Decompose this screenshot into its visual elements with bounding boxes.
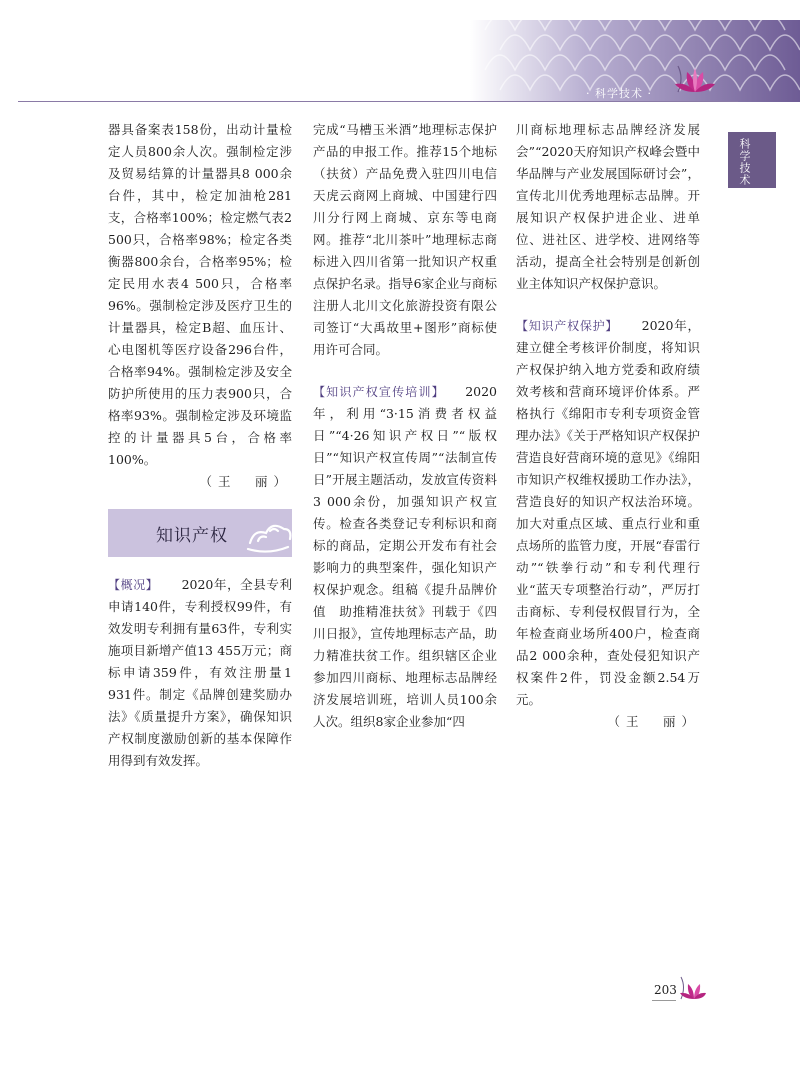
paragraph-text: 2020年，全县专利申请140件，专利授权99件，有效发明专利拥有量63件，专利实施项目新增产值13 455万元；商标申请359件，有效注册量1 931件。制定《品牌创建奖励办法》《质量提升方案》，确保知识产权制度激励创新的基本保障作用得到有效发挥。: [108, 577, 292, 768]
side-section-tab: [728, 132, 776, 188]
header-rule: [18, 101, 738, 102]
page-number: 203: [654, 983, 677, 997]
paragraph-tag: 【知识产权宣传培训】: [313, 385, 445, 399]
paragraph: [516, 315, 713, 711]
column-1: [108, 119, 292, 493]
paragraph: [108, 574, 292, 772]
author-signature: （王 丽）: [199, 474, 292, 489]
paragraph-tag: 【知识产权保护】: [516, 319, 619, 333]
paragraph-text: 2020年，建立健全考核评价制度，将知识产权保护纳入地方党委和政府绩效考核和营商环境评价体系。严格执行《绵阳市专利专项资金管理办法》《关于严格知识产权保护 营造良好营商环境的意见》《绵阳市知识产权维权援助工作办法》，营造良好的知识产权法治环境。加大对重点区域、重点行业和重点场所的监管力度，开展“春雷行动”“铁拳行动”和专利代理行业“蓝天专项整治行动”，严厉打击商标、专利侵权假冒行为，全年检查商业场所400户，检查商品2 000余种，查处侵犯知识产权案件2件，罚没金额2.54万元。: [516, 318, 713, 707]
column-3: [516, 119, 713, 733]
section-title: 知识产权: [156, 526, 228, 546]
side-tab-label: 科学技术: [738, 138, 751, 186]
paragraph: 器具备案表158份，出动计量检定人员800余人次。强制检定涉及贸易结算的计量器具8 000余台件，其中，检定加油枪281支，合格率100%；检定燃气表2 500只，合格率98%；检定各类衡器800余台，合格率95%；检定民用水表4 500只，合格率96%。强制检定涉及医疗卫生的计量器具，检定B超、血压计、心电图机等医疗设备296台件，合格率94%。强制检定涉及安全防护所使用的压力表900只，合格率93%。强制检定涉及环境监控的计量器具5台，合格率100%。: [108, 122, 292, 467]
column-2: [313, 119, 497, 733]
lotus-icon: [672, 62, 718, 100]
cloud-ornament-icon: [244, 513, 292, 555]
paragraph-tag: 【概况】: [108, 578, 159, 592]
footer-rule: [652, 1000, 676, 1001]
column-1-lower: [108, 574, 292, 772]
author-signature: （王 丽）: [607, 714, 700, 729]
paragraph: 川商标地理标志品牌经济发展会”“2020天府知识产权峰会暨中华品牌与产业发展国际研讨会”，宣传北川优秀地理标志品牌。开展知识产权保护进企业、进单位、进社区、进学校、进网络等活动，提高全社会特别是创新创业主体知识产权保护意识。: [516, 122, 700, 291]
paragraph-text: 2020年，利用“3·15消费者权益日”“4·26知识产权日”“版权日”“知识产权宣传周”“法制宣传日”开展主题活动，发放宣传资料3 000余份，加强知识产权宣传。检查各类登记专利标识和商标的商品，定期公开发布有社会影响力的典型案件，强化知识产权保护观念。组稿《提升品牌价值 助推精准扶贫》刊载于《四川日报》，宣传地理标志产品，助力精准扶贫工作。组织辖区企业参加四川商标、地理标志品牌经济发展培训班，培训人员100余人次。组织8家企业参加“四: [313, 384, 497, 729]
paragraph: 完成“马槽玉米酒”地理标志保护产品的申报工作。推荐15个地标（扶贫）产品免费入驻四川电信天虎云商网上商城、中国建行四川分行网上商城、京东等电商网。推荐“北川茶叶”地理标志商标进入四川省第一批知识产权重点保护名录。指导6家企业与商标注册人北川文化旅游投资有限公司签订“大禹故里+图形”商标使用许可合同。: [313, 122, 497, 357]
section-running-title: · 科学技术 ·: [586, 87, 652, 100]
paragraph: [313, 381, 497, 733]
lotus-icon: [678, 975, 706, 1005]
section-heading: [108, 509, 292, 557]
